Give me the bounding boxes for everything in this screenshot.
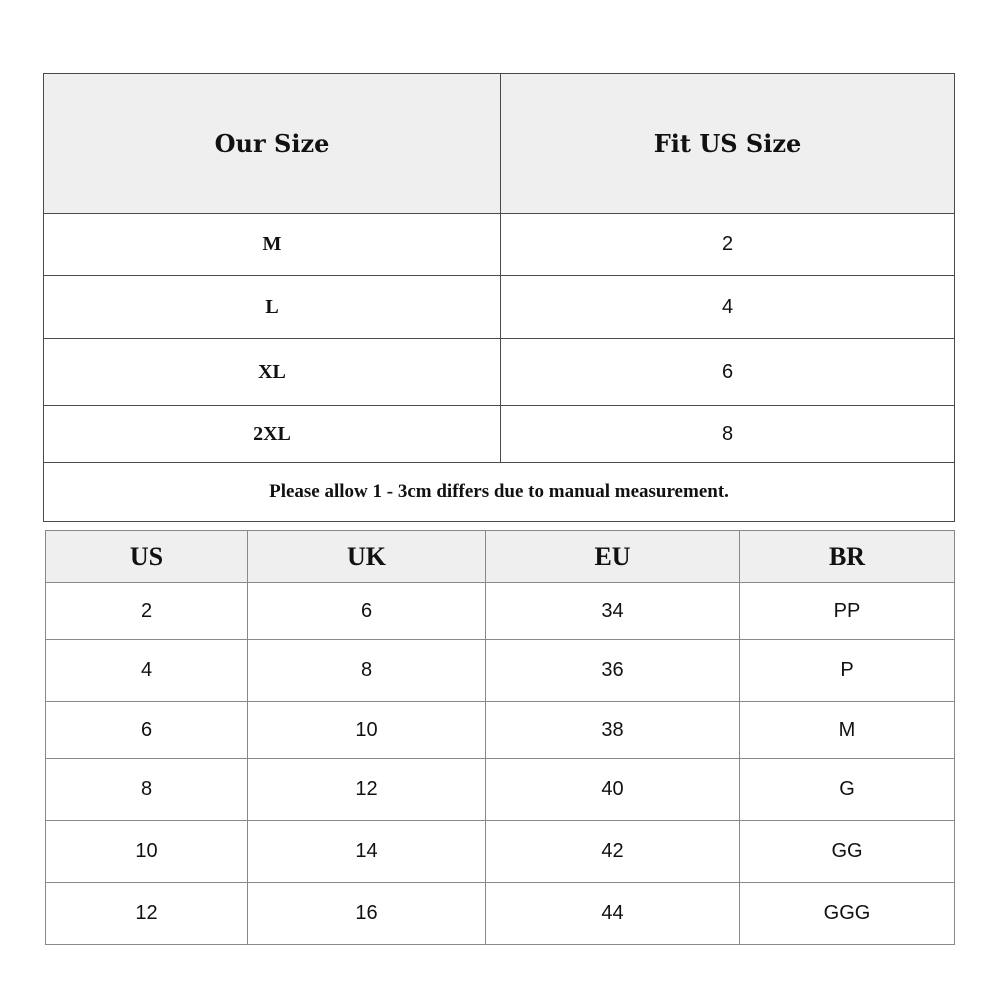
header-uk: UK [248, 531, 486, 583]
us-size-cell: 2 [501, 214, 955, 276]
us-cell: 6 [46, 702, 248, 759]
br-cell: PP [740, 583, 955, 640]
us-size-cell: 6 [501, 339, 955, 406]
measurement-note: Please allow 1 - 3cm differs due to manual measurement. [44, 463, 955, 522]
our-size-cell: XL [44, 339, 501, 406]
br-cell: M [740, 702, 955, 759]
uk-cell: 8 [248, 640, 486, 702]
us-cell: 12 [46, 883, 248, 945]
uk-cell: 10 [248, 702, 486, 759]
size-conversion-table [45, 530, 955, 945]
us-cell: 10 [46, 821, 248, 883]
header-br: BR [740, 531, 955, 583]
table-row [44, 214, 955, 276]
table-row [46, 640, 955, 702]
us-cell: 4 [46, 640, 248, 702]
table-row [46, 759, 955, 821]
uk-cell: 14 [248, 821, 486, 883]
fit-table-header-row [44, 74, 955, 214]
table-row [44, 406, 955, 463]
eu-cell: 38 [486, 702, 740, 759]
header-eu: EU [486, 531, 740, 583]
header-us: US [46, 531, 248, 583]
fit-size-table [43, 73, 955, 522]
us-cell: 8 [46, 759, 248, 821]
table-row [46, 883, 955, 945]
br-cell: GG [740, 821, 955, 883]
us-size-cell: 8 [501, 406, 955, 463]
our-size-cell: M [44, 214, 501, 276]
table-row [44, 339, 955, 406]
uk-cell: 12 [248, 759, 486, 821]
br-cell: G [740, 759, 955, 821]
table-row [46, 821, 955, 883]
header-fit-us-size: Fit US Size [501, 74, 955, 214]
eu-cell: 44 [486, 883, 740, 945]
us-size-cell: 4 [501, 276, 955, 339]
table-row [46, 583, 955, 640]
br-cell: GGG [740, 883, 955, 945]
eu-cell: 34 [486, 583, 740, 640]
table-row [46, 702, 955, 759]
header-our-size: Our Size [44, 74, 501, 214]
uk-cell: 6 [248, 583, 486, 640]
note-row [44, 463, 955, 522]
eu-cell: 42 [486, 821, 740, 883]
br-cell: P [740, 640, 955, 702]
us-cell: 2 [46, 583, 248, 640]
eu-cell: 40 [486, 759, 740, 821]
our-size-cell: 2XL [44, 406, 501, 463]
eu-cell: 36 [486, 640, 740, 702]
conversion-header-row [46, 531, 955, 583]
our-size-cell: L [44, 276, 501, 339]
table-row [44, 276, 955, 339]
uk-cell: 16 [248, 883, 486, 945]
